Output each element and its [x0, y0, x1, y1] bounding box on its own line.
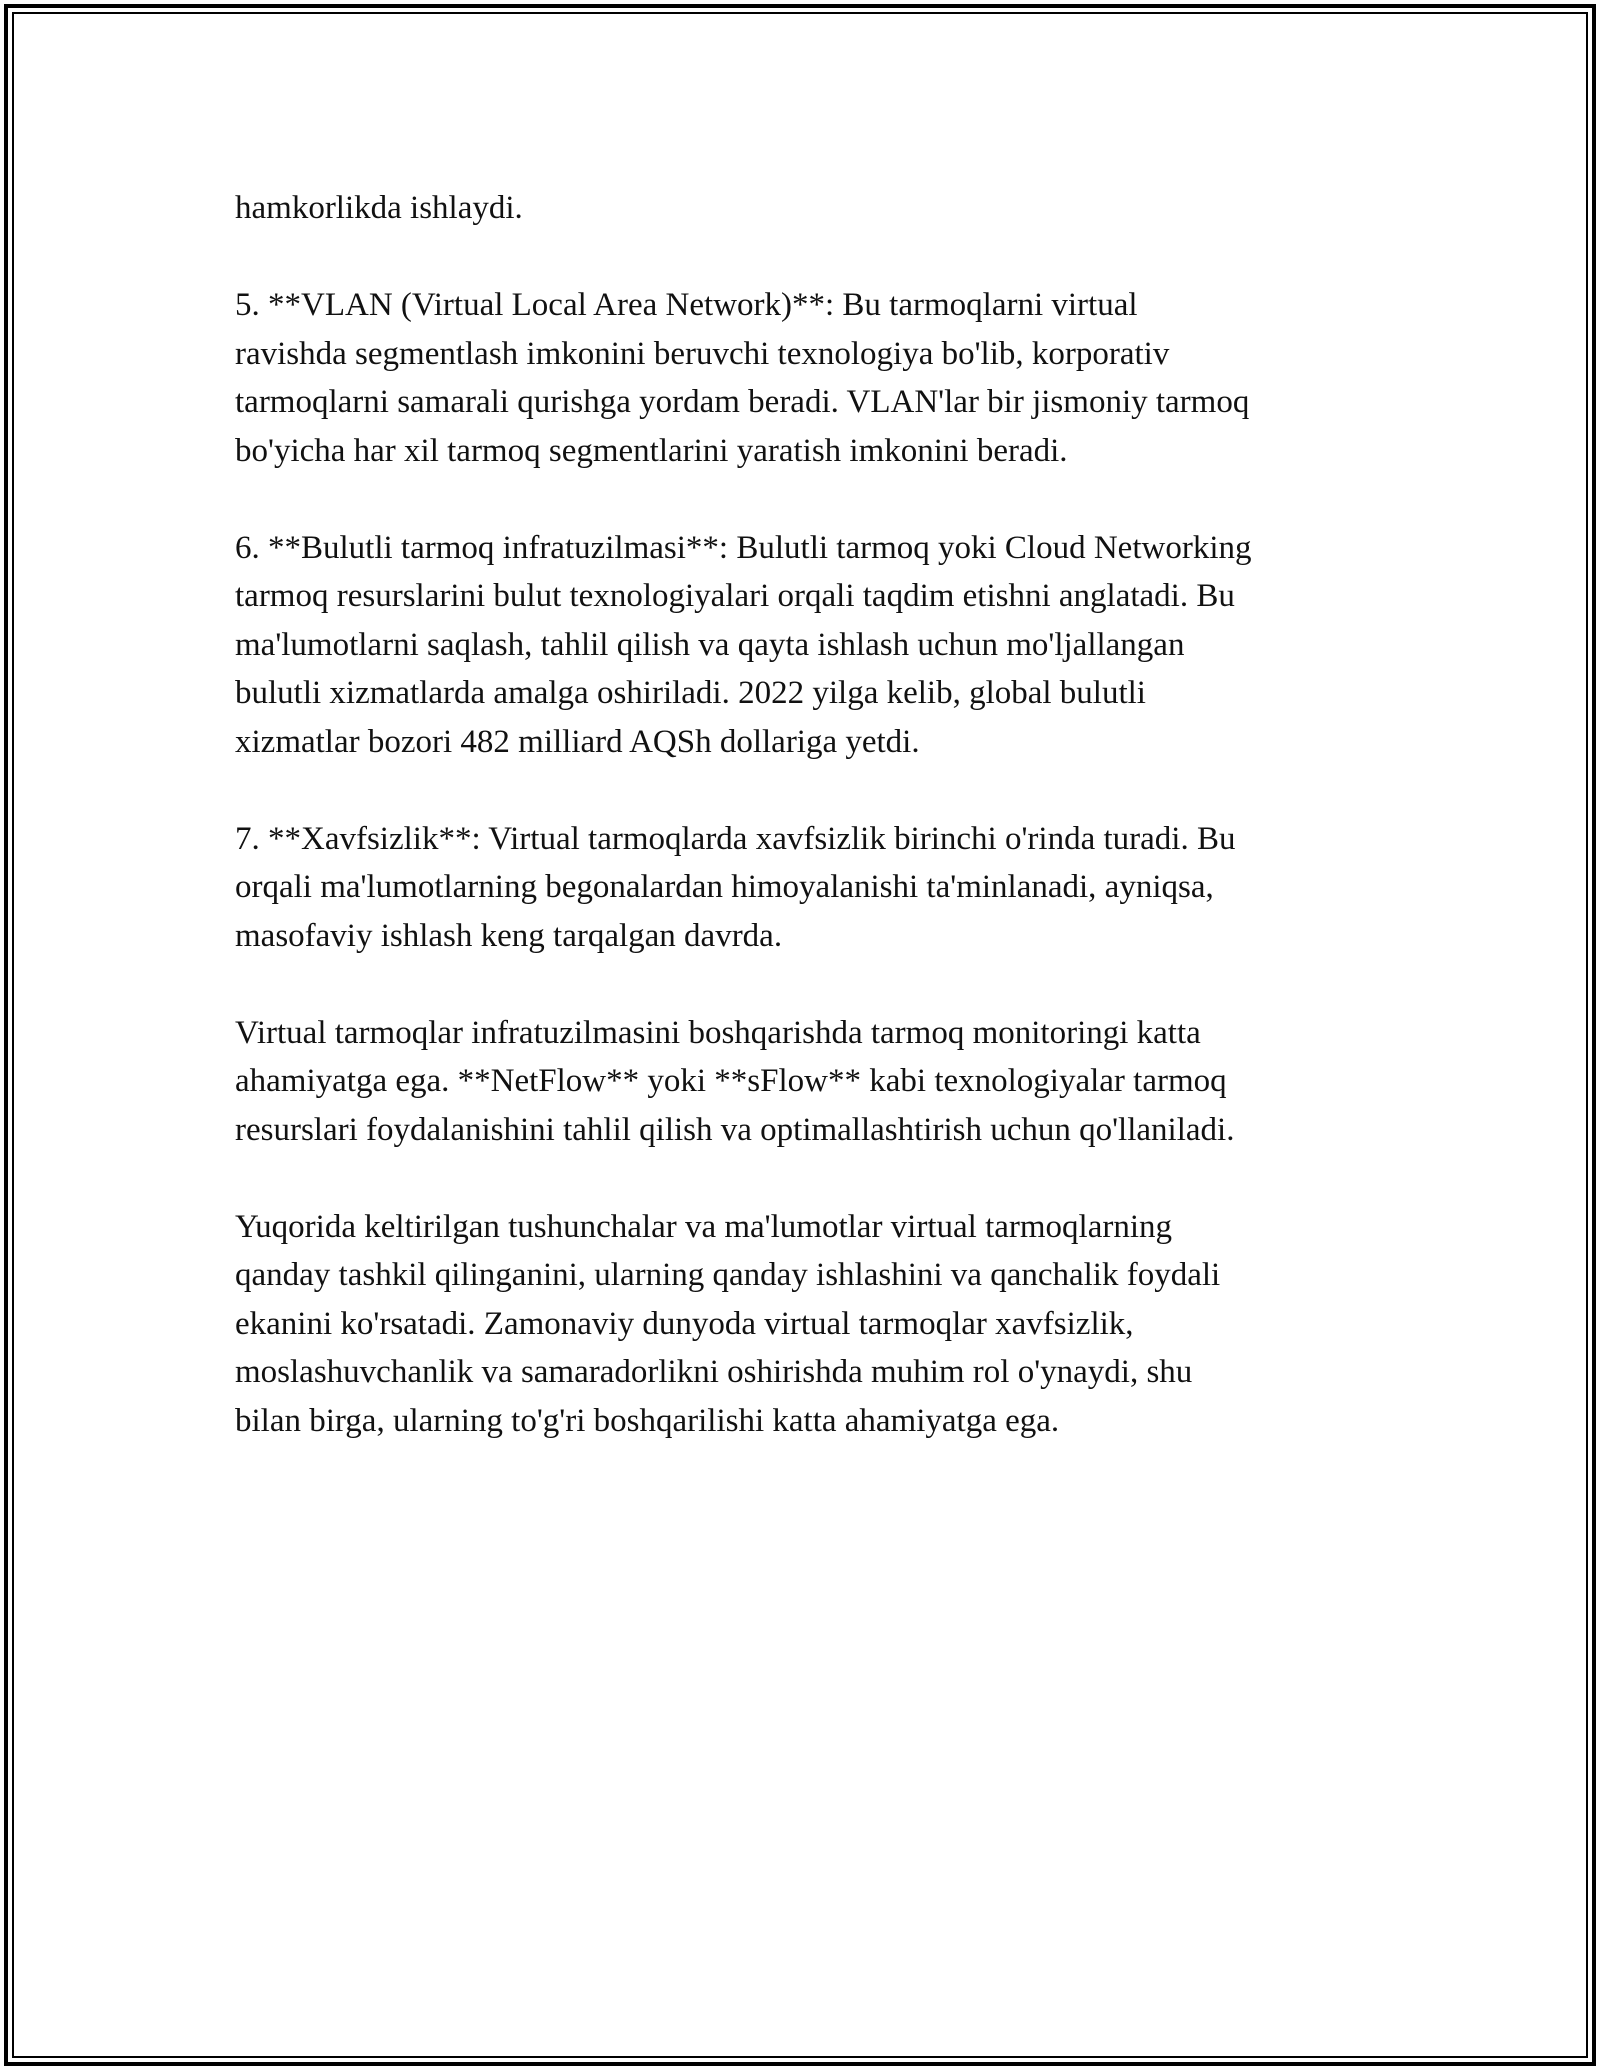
paragraph-vlan: 5. **VLAN (Virtual Local Area Network)**: Bu tarmoqlarni virtual ravishda segmentlash imkonini beruvchi texnologiya bo'lib, korporativ tarmoqlarni samarali qurishga yordam beradi. VLAN'lar bir jismoniy tarmoq bo'yicha har xil tarmoq segmentlarini yaratish imkonini beradi. [235, 287, 1250, 469]
paragraph-conclusion: Yuqorida keltirilgan tushunchalar va ma'lumotlar virtual tarmoqlarning qanday tashkil qilinganini, ularning qanday ishlashini va qanchalik foydali ekanini ko'rsatadi. Zamonaviy dunyoda virtual tarmoqlar xavfsizlik, moslashuvchanlik va samaradorlikni oshirishda muhim rol o'ynaydi, shu bilan birga, ularning to'g'ri boshqarilishi katta ahamiyatga ega. [235, 1208, 1221, 1439]
paragraph-security: 7. **Xavfsizlik**: Virtual tarmoqlarda xavfsizlik birinchi o'rinda turadi. Bu orqali ma'lumotlarning begonalardan himoyalanishi ta'minlanadi, ayniqsa, masofaviy ishlash keng tarqalgan davrda. [235, 820, 1236, 954]
document-body [235, 184, 1395, 1494]
paragraph-cloud-infrastructure: 6. **Bulutli tarmoq infratuzilmasi**: Bulutli tarmoq yoki Cloud Networking tarmoq resurslarini bulut texnologiyalari orqali taqdim etishni anglatadi. Bu ma'lumotlarni saqlash, tahlil qilish va qayta ishlash uchun mo'ljallangan bulutli xizmatlarda amalga oshiriladi. 2022 yilga kelib, global bulutli xizmatlar bozori 482 milliard AQSh dollariga yetdi. [235, 529, 1252, 760]
paragraph-monitoring: Virtual tarmoqlar infratuzilmasini boshqarishda tarmoq monitoringi katta ahamiyatga ega. **NetFlow** yoki **sFlow** kabi texnologiyalar tarmoq resurslari foydalanishini tahlil qilish va optimallashtirish uchun qo'llaniladi. [235, 1014, 1235, 1148]
paragraph-continuation: hamkorlikda ishlaydi. [235, 190, 523, 226]
